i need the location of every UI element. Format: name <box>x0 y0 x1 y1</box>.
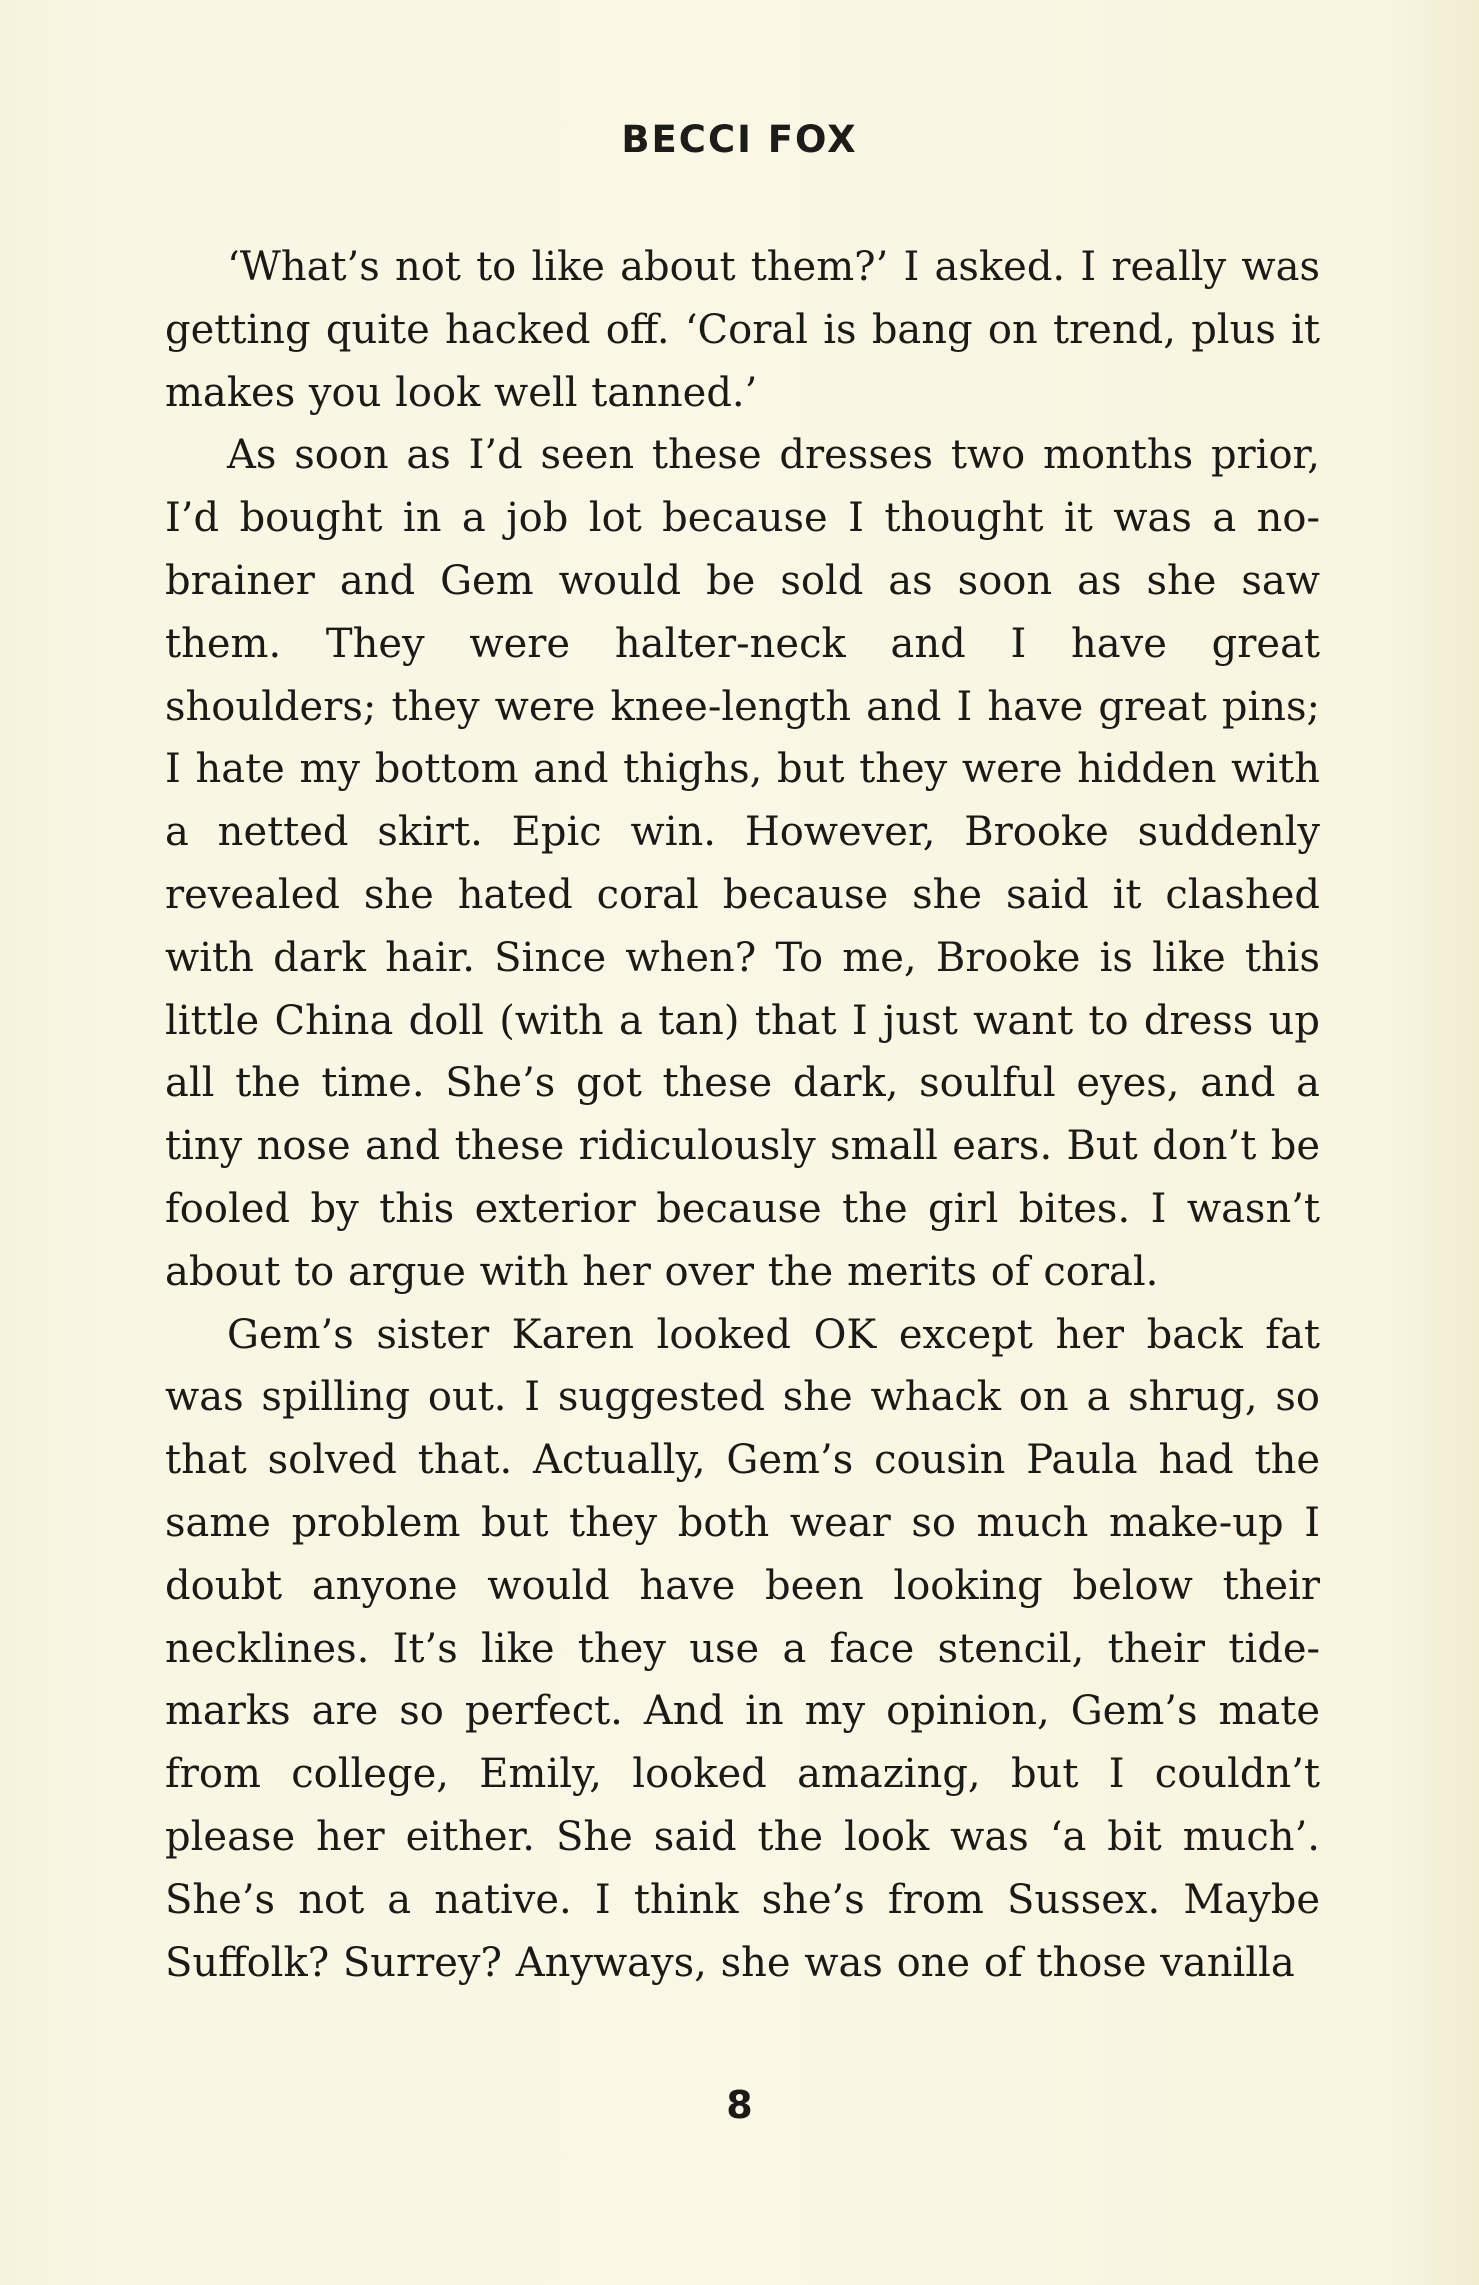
running-head: BECCI FOX <box>621 118 858 161</box>
body-text <box>165 236 1320 1994</box>
page-number: 8 <box>726 2083 753 2127</box>
paragraph: Gem’s sister Karen looked OK except her back fat was spilling out. I suggested she whack on a shrug, so that solved that. Actually, Gem’s cousin Paula had the same problem but they both wear so much make-up I doubt anyone would have been looking below their necklines. It’s like they use a face stencil, their tide-marks are so perfect. And in my opinion, Gem’s mate from college, Emily, looked amazing, but I couldn’t please her either. She said the look was ‘a bit much’. She’s not a native. I think she’s from Sussex. Maybe Suffolk? Surrey? Anyways, she was one of those vanilla <box>165 1311 1320 1986</box>
paragraph: ‘What’s not to like about them?’ I asked. I really was getting quite hacked off. ‘Coral is bang on trend, plus it makes you look well tanned.’ <box>165 244 1320 416</box>
paragraph: As soon as I’d seen these dresses two months prior, I’d bought in a job lot because I thought it was a no-brainer and Gem would be sold as soon as she saw them. They were halter-neck and I have great shoulders; they were knee-length and I have great pins; I hate my bottom and thighs, but they were hidden with a netted skirt. Epic win. However, Brooke suddenly revealed she hated coral because she said it clashed with dark hair. Since when? To me, Brooke is like this little China doll (with a tan) that I just want to dress up all the time. She’s got these dark, soulful eyes, and a tiny nose and these ridiculously small ears. But don’t be fooled by this exterior because the girl bites. I wasn’t about to argue with her over the merits of coral. <box>165 432 1320 1295</box>
